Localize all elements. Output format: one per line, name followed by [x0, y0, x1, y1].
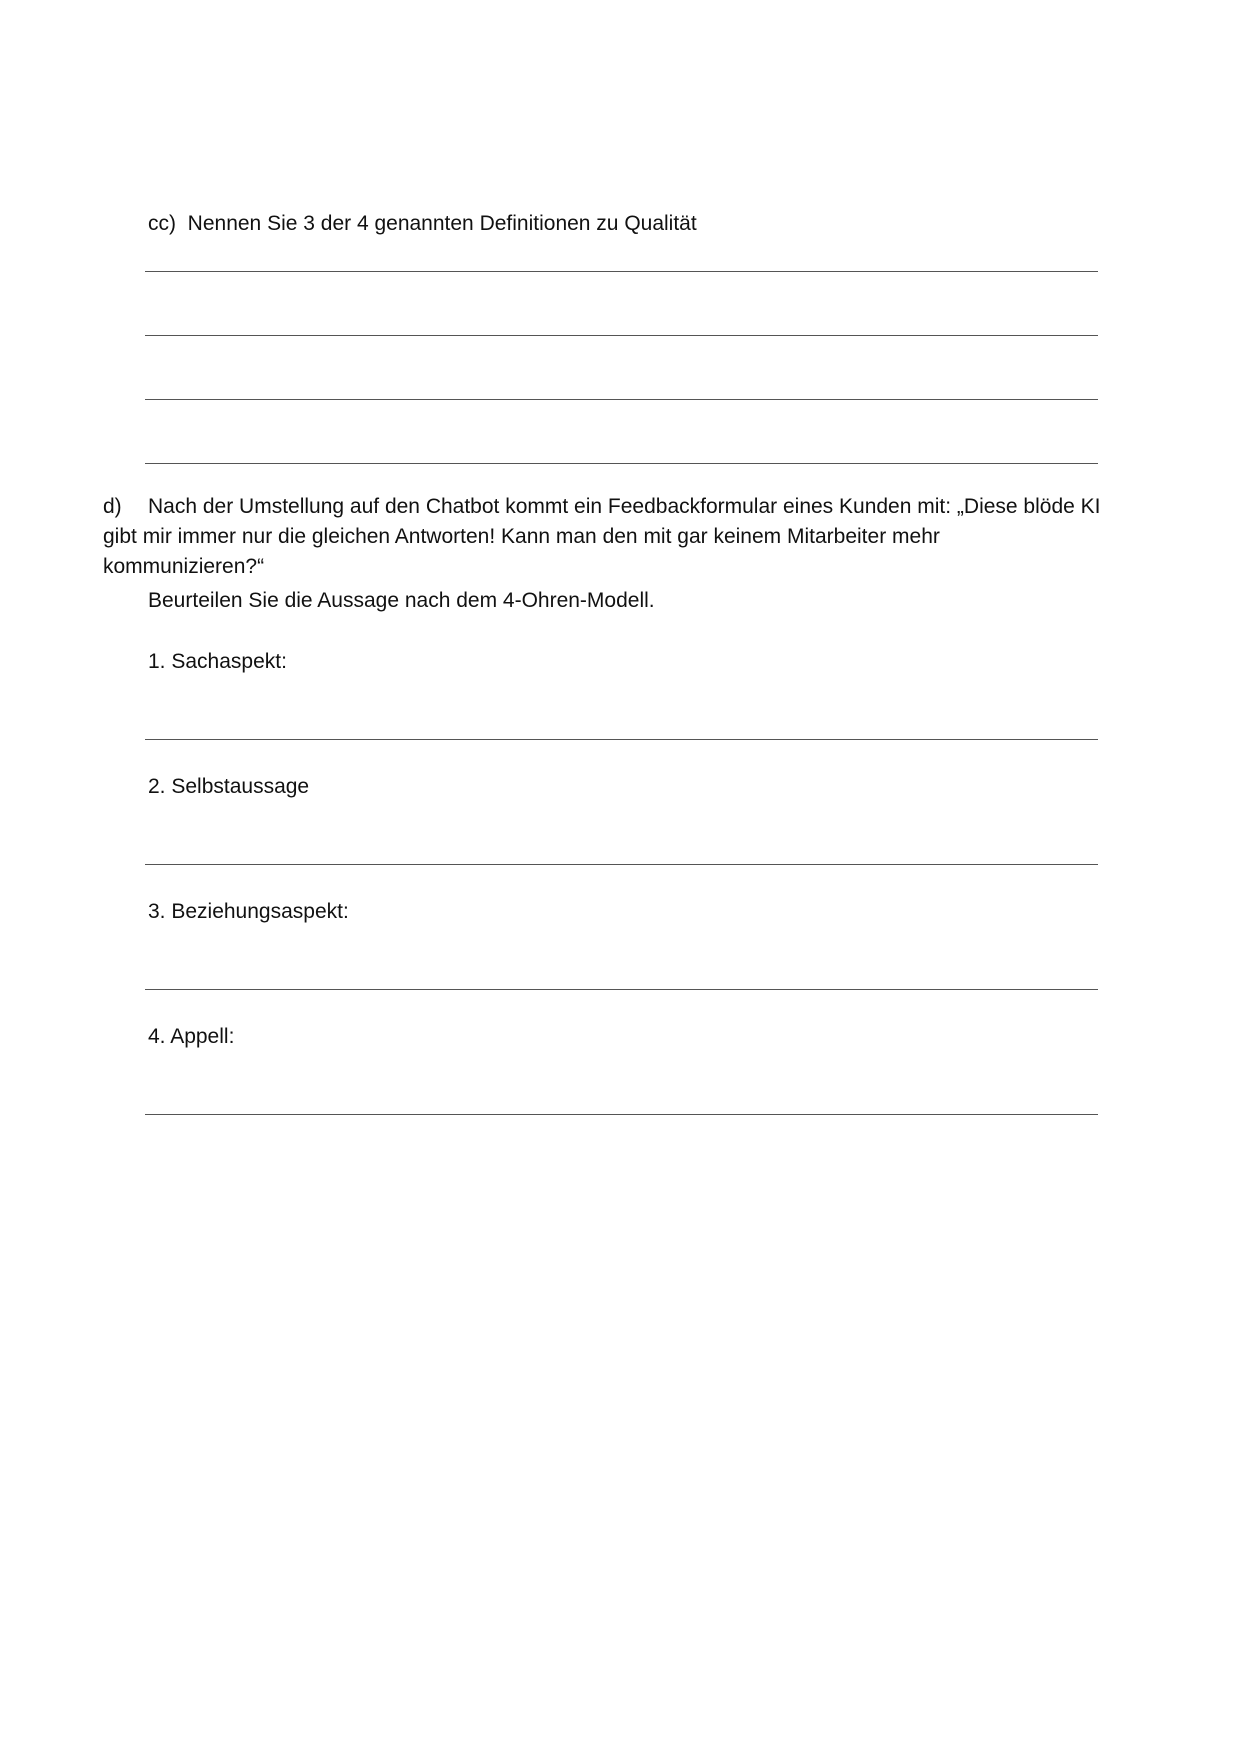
question-d-label: d): [103, 495, 122, 518]
aspect-label-4: 4. Appell:: [148, 1025, 235, 1048]
question-cc-label: cc): [148, 212, 176, 235]
answer-line-aspect-1[interactable]: [145, 739, 1098, 740]
answer-line-aspect-3[interactable]: [145, 989, 1098, 990]
question-d-text: Nach der Umstellung auf den Chatbot kommt ein Feedbackformular eines Kunden mit: „Diese blöde KI gibt mir immer nur die gleichen Antworten! Kann man den mit gar keinem Mitarbeiter mehr kommunizieren?“: [103, 495, 1101, 578]
answer-line-aspect-2[interactable]: [145, 864, 1098, 865]
aspect-label-2: 2. Selbstaussage: [148, 775, 310, 798]
question-d: [103, 492, 1103, 582]
answer-line-cc-3[interactable]: [145, 399, 1098, 400]
aspect-label-3: 3. Beziehungsaspekt:: [148, 900, 349, 923]
question-cc: [148, 209, 697, 239]
answer-line-aspect-4[interactable]: [145, 1114, 1098, 1115]
answer-line-cc-1[interactable]: [145, 271, 1098, 272]
question-d-instruction: Beurteilen Sie die Aussage nach dem 4-Ohren-Modell.: [148, 589, 655, 612]
question-cc-text: Nennen Sie 3 der 4 genannten Definitionen zu Qualität: [187, 212, 697, 235]
answer-line-cc-4[interactable]: [145, 463, 1098, 464]
answer-line-cc-2[interactable]: [145, 335, 1098, 336]
aspect-label-1: 1. Sachaspekt:: [148, 650, 287, 673]
